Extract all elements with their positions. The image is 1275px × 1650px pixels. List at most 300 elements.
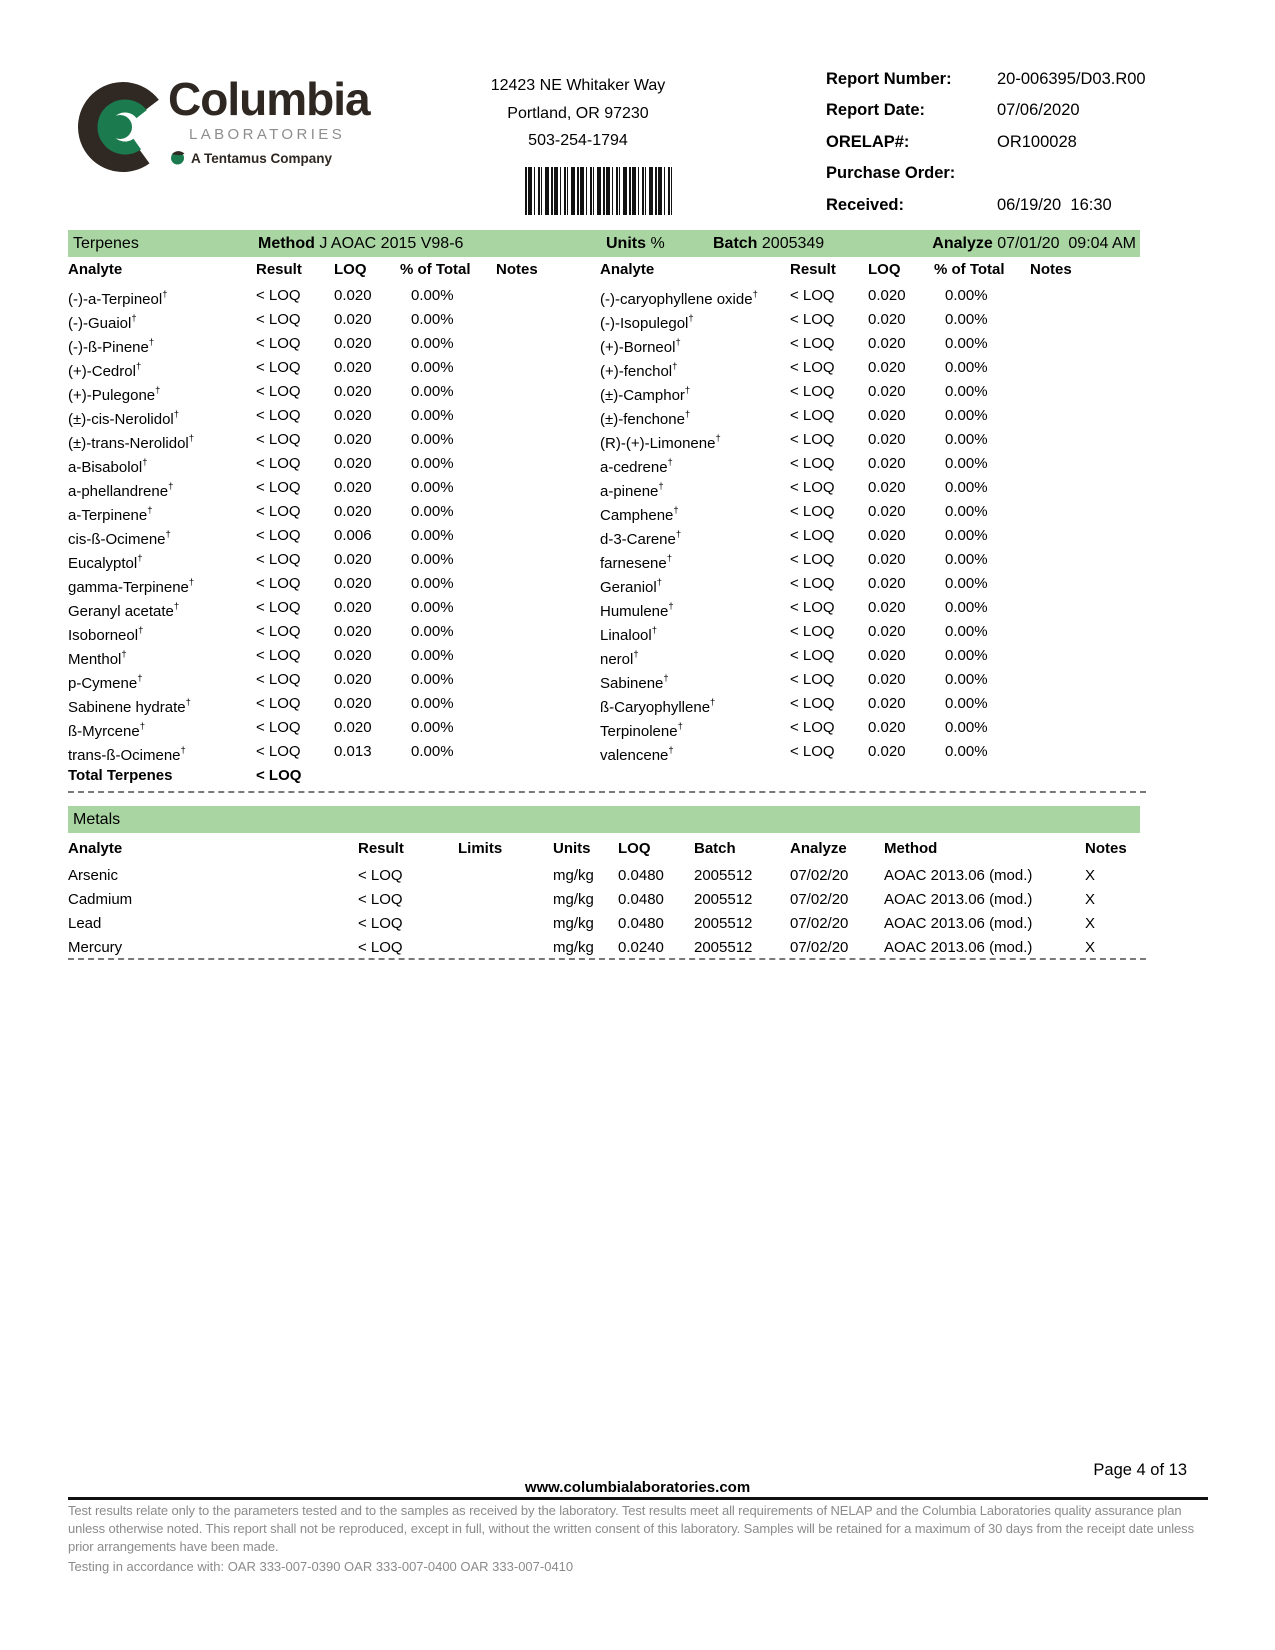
terpene-notes (1030, 428, 1090, 452)
terpene-pct: 0.00% (411, 503, 454, 520)
terpene-analyte: Sabinene† (600, 673, 669, 692)
total-terpenes-label: Total Terpenes (68, 767, 173, 784)
terpene-notes (496, 332, 556, 356)
metal-analyze: 07/02/20 (790, 867, 849, 884)
metal-units: mg/kg (553, 915, 594, 932)
report-field-value: 06/19/20 16:30 (997, 195, 1112, 214)
logo-tagline-text: A Tentamus Company (191, 151, 333, 166)
terpene-analyte: p-Cymene† (68, 673, 143, 692)
col-analyte: Analyte (68, 261, 123, 278)
metal-batch: 2005512 (694, 915, 753, 932)
terpene-analyte: Eucalyptol† (68, 553, 143, 572)
terpene-loq: 0.020 (868, 575, 906, 592)
report-info-row (826, 196, 1166, 227)
metal-units: mg/kg (553, 891, 594, 908)
terpene-result: < LOQ (256, 743, 301, 760)
metal-method: AOAC 2013.06 (mod.) (884, 867, 1033, 884)
report-field-label: Report Date: (826, 101, 926, 120)
terpene-result: < LOQ (790, 359, 835, 376)
terpene-pct: 0.00% (411, 383, 454, 400)
terpene-pct: 0.00% (945, 407, 988, 424)
terpene-loq: 0.020 (334, 695, 372, 712)
terpene-loq: 0.020 (868, 311, 906, 328)
terpene-loq: 0.020 (334, 359, 372, 376)
report-field-label: Report Number: (826, 70, 952, 88)
terpene-result: < LOQ (790, 671, 835, 688)
terpene-notes (1030, 356, 1090, 380)
terpene-pct: 0.00% (411, 335, 454, 352)
terpene-result: < LOQ (790, 647, 835, 664)
terpene-result: < LOQ (790, 623, 835, 640)
terpene-analyte: Menthol† (68, 649, 127, 668)
terpene-analyte: a-Terpinene† (68, 505, 153, 524)
terpene-analyte: gamma-Terpinene† (68, 577, 195, 596)
terpene-result: < LOQ (790, 527, 835, 544)
report-field-value: OR100028 (997, 132, 1077, 151)
terpene-notes (496, 740, 556, 764)
terpene-result: < LOQ (256, 479, 301, 496)
metal-analyte: Lead (68, 915, 102, 932)
terpene-analyte: ß-Myrcene† (68, 721, 145, 740)
terpene-pct: 0.00% (945, 527, 988, 544)
terpene-pct: 0.00% (945, 503, 988, 520)
terpene-loq: 0.020 (334, 431, 372, 448)
terpene-pct: 0.00% (411, 551, 454, 568)
terpene-pct: 0.00% (411, 671, 454, 688)
terpene-notes (1030, 452, 1090, 476)
terpene-notes (496, 596, 556, 620)
terpene-result: < LOQ (256, 287, 301, 304)
terpene-notes (1030, 476, 1090, 500)
terpene-pct: 0.00% (411, 431, 454, 448)
terpenes-right-table (600, 284, 1090, 764)
terpene-analyte: (±)-fenchone† (600, 409, 691, 428)
terpene-analyte: (-)-Isopulegol† (600, 313, 694, 332)
metal-notes: X (1085, 939, 1096, 956)
terpenes-section-bar (68, 230, 1140, 257)
terpene-analyte: Linalool† (600, 625, 658, 644)
terpenes-method: Method J AOAC 2015 V98-6 (258, 235, 464, 252)
disclaimer-text: Test results relate only to the parameters tested and to the samples as received by the laboratory. Test results meet all requirements of NELAP and the Columbia Laboratories quality assurance plan unless otherwise noted. This report shall not be reproduced, except in full, without the written consent of this laboratory. Samples will be retained for a maximum of 30 days from the receipt date unless prior arrangements have been made. (68, 1503, 1194, 1554)
terpene-notes (496, 452, 556, 476)
terpene-loq: 0.020 (334, 575, 372, 592)
metals-section-bar (68, 806, 1140, 833)
terpene-pct: 0.00% (945, 383, 988, 400)
terpene-loq: 0.020 (868, 671, 906, 688)
terpene-result: < LOQ (256, 575, 301, 592)
metal-analyte: Mercury (68, 939, 123, 956)
metal-limits (458, 936, 553, 960)
terpene-analyte: Humulene† (600, 601, 674, 620)
terpene-analyte: (R)-(+)-Limonene† (600, 433, 721, 452)
metal-method: AOAC 2013.06 (mod.) (884, 891, 1033, 908)
terpenes-left-table (68, 284, 556, 764)
terpene-analyte: cis-ß-Ocimene† (68, 529, 171, 548)
terpene-result: < LOQ (256, 647, 301, 664)
terpene-pct: 0.00% (945, 431, 988, 448)
terpene-loq: 0.020 (868, 383, 906, 400)
terpene-loq: 0.020 (334, 311, 372, 328)
metals-header (68, 836, 1146, 862)
terpene-result: < LOQ (256, 431, 301, 448)
terpene-analyte: a-Bisabolol† (68, 457, 148, 476)
address-phone: 503-254-1794 (528, 132, 628, 149)
metal-notes: X (1085, 867, 1096, 884)
metal-notes: X (1085, 891, 1096, 908)
terpene-analyte: d-3-Carene† (600, 529, 682, 548)
terpene-analyte: (+)-Pulegone† (68, 385, 161, 404)
terpene-analyte: Geranyl acetate† (68, 601, 180, 620)
footer-rule (68, 1497, 1208, 1500)
metal-loq: 0.0480 (618, 915, 664, 932)
col-analyze: Analyze (790, 840, 847, 857)
terpene-loq: 0.020 (868, 599, 906, 616)
terpene-notes (1030, 524, 1090, 548)
metal-result: < LOQ (358, 915, 403, 932)
address-line2: Portland, OR 97230 (507, 104, 649, 122)
terpene-analyte: a-pinene† (600, 481, 664, 500)
address-line1: 12423 NE Whitaker Way (490, 77, 666, 94)
col-units: Units (553, 840, 591, 857)
metals-section-title: Metals (73, 811, 121, 828)
tentamus-icon (170, 149, 186, 168)
terpene-loq: 0.020 (334, 503, 372, 520)
terpene-result: < LOQ (256, 695, 301, 712)
terpene-loq: 0.020 (334, 623, 372, 640)
terpene-loq: 0.020 (868, 407, 906, 424)
terpene-loq: 0.020 (334, 479, 372, 496)
terpene-pct: 0.00% (945, 479, 988, 496)
terpene-loq: 0.020 (868, 527, 906, 544)
col-analyte: Analyte (68, 840, 123, 857)
report-field-value: 20-006395/D03.R00 (997, 70, 1146, 88)
terpene-loq: 0.020 (868, 431, 906, 448)
terpene-notes (496, 308, 556, 332)
terpene-pct: 0.00% (411, 455, 454, 472)
metal-units: mg/kg (553, 867, 594, 884)
terpene-result: < LOQ (790, 335, 835, 352)
terpene-loq: 0.020 (334, 335, 372, 352)
terpene-result: < LOQ (256, 407, 301, 424)
terpene-analyte: (-)-caryophyllene oxide† (600, 289, 758, 308)
terpenes-section-title: Terpenes (73, 235, 139, 252)
terpene-pct: 0.00% (411, 527, 454, 544)
metal-limits (458, 912, 553, 936)
terpene-result: < LOQ (790, 311, 835, 328)
terpene-pct: 0.00% (945, 695, 988, 712)
terpene-result: < LOQ (256, 359, 301, 376)
terpene-pct: 0.00% (411, 695, 454, 712)
terpene-loq: 0.020 (334, 671, 372, 688)
metal-method: AOAC 2013.06 (mod.) (884, 939, 1033, 956)
terpene-result: < LOQ (790, 575, 835, 592)
terpene-notes (1030, 596, 1090, 620)
terpene-loq: 0.013 (334, 743, 372, 760)
accordance-text: Testing in accordance with: OAR 333-007-0390 OAR 333-007-0400 OAR 333-007-0410 (68, 1559, 574, 1574)
terpene-pct: 0.00% (945, 311, 988, 328)
col-result: Result (790, 261, 836, 278)
terpene-result: < LOQ (790, 455, 835, 472)
terpene-loq: 0.006 (334, 527, 372, 544)
terpene-loq: 0.020 (868, 359, 906, 376)
terpene-notes (496, 668, 556, 692)
terpene-analyte: Geraniol† (600, 577, 662, 596)
metal-batch: 2005512 (694, 939, 753, 956)
col-method: Method (884, 840, 938, 857)
terpene-notes (1030, 380, 1090, 404)
section-divider (68, 791, 1146, 793)
terpene-analyte: nerol† (600, 649, 639, 668)
terpene-pct: 0.00% (945, 647, 988, 664)
terpenes-analyze: Analyze 07/01/20 09:04 AM (932, 235, 1136, 252)
terpene-analyte: a-cedrene† (600, 457, 673, 476)
terpene-analyte: farnesene† (600, 553, 673, 572)
terpene-analyte: trans-ß-Ocimene† (68, 745, 186, 764)
terpene-notes (1030, 500, 1090, 524)
terpene-result: < LOQ (256, 599, 301, 616)
metal-loq: 0.0240 (618, 939, 664, 956)
terpene-loq: 0.020 (868, 623, 906, 640)
terpene-pct: 0.00% (945, 359, 988, 376)
terpene-pct: 0.00% (945, 599, 988, 616)
terpene-notes (496, 428, 556, 452)
terpene-notes (496, 572, 556, 596)
terpene-pct: 0.00% (945, 671, 988, 688)
metal-loq: 0.0480 (618, 891, 664, 908)
terpene-notes (496, 356, 556, 380)
metal-loq: 0.0480 (618, 867, 664, 884)
col-batch: Batch (694, 840, 736, 857)
terpene-analyte: (-)-ß-Pinene† (68, 337, 155, 356)
terpene-pct: 0.00% (411, 743, 454, 760)
lab-address (453, 72, 703, 155)
terpene-notes (1030, 644, 1090, 668)
logo-subtitle: LABORATORIES (189, 126, 346, 143)
terpene-notes (496, 620, 556, 644)
website-url: www.columbialaboratories.com (524, 1479, 751, 1496)
metal-units: mg/kg (553, 939, 594, 956)
terpene-result: < LOQ (790, 695, 835, 712)
terpene-analyte: Sabinene hydrate† (68, 697, 191, 716)
terpene-result: < LOQ (790, 719, 835, 736)
terpene-pct: 0.00% (945, 335, 988, 352)
col-loq: LOQ (868, 261, 901, 278)
terpene-result: < LOQ (790, 599, 835, 616)
terpene-notes (1030, 668, 1090, 692)
terpene-result: < LOQ (256, 455, 301, 472)
terpene-loq: 0.020 (868, 551, 906, 568)
terpene-loq: 0.020 (868, 719, 906, 736)
terpene-loq: 0.020 (868, 287, 906, 304)
terpene-notes (496, 548, 556, 572)
metal-analyte: Cadmium (68, 891, 133, 908)
terpene-analyte: (-)-a-Terpineol† (68, 289, 168, 308)
col-result: Result (358, 840, 404, 857)
terpene-result: < LOQ (256, 719, 301, 736)
terpene-loq: 0.020 (334, 551, 372, 568)
metals-table (68, 864, 1146, 960)
terpene-result: < LOQ (256, 311, 301, 328)
col-loq: LOQ (334, 261, 367, 278)
terpene-loq: 0.020 (868, 695, 906, 712)
terpene-analyte: Terpinolene† (600, 721, 683, 740)
terpene-notes (1030, 308, 1090, 332)
terpene-notes (496, 692, 556, 716)
report-info-row (826, 164, 1166, 195)
terpene-loq: 0.020 (334, 383, 372, 400)
terpene-pct: 0.00% (945, 719, 988, 736)
terpene-result: < LOQ (790, 287, 835, 304)
total-terpenes-result: < LOQ (256, 767, 302, 784)
metal-analyte: Arsenic (68, 867, 119, 884)
terpene-result: < LOQ (256, 551, 301, 568)
terpene-notes (496, 500, 556, 524)
terpene-pct: 0.00% (411, 647, 454, 664)
terpene-result: < LOQ (256, 383, 301, 400)
terpene-notes (496, 404, 556, 428)
terpene-analyte: (±)-cis-Nerolidol† (68, 409, 180, 428)
metal-analyze: 07/02/20 (790, 939, 849, 956)
terpene-notes (496, 476, 556, 500)
report-info-row (826, 133, 1166, 164)
terpene-analyte: Camphene† (600, 505, 679, 524)
terpene-notes (1030, 284, 1090, 308)
terpene-pct: 0.00% (411, 575, 454, 592)
terpene-pct: 0.00% (945, 743, 988, 760)
terpene-loq: 0.020 (334, 719, 372, 736)
terpene-loq: 0.020 (868, 743, 906, 760)
terpene-result: < LOQ (790, 551, 835, 568)
metal-result: < LOQ (358, 939, 403, 956)
terpene-pct: 0.00% (411, 719, 454, 736)
terpene-result: < LOQ (790, 383, 835, 400)
barcode (525, 167, 672, 215)
terpene-pct: 0.00% (945, 623, 988, 640)
terpene-analyte: (+)-Cedrol† (68, 361, 142, 380)
terpenes-left-header (68, 257, 556, 283)
terpenes-total-row (68, 764, 556, 788)
col-loq: LOQ (618, 840, 651, 857)
terpene-result: < LOQ (790, 503, 835, 520)
terpene-notes (496, 380, 556, 404)
terpene-pct: 0.00% (411, 287, 454, 304)
terpene-loq: 0.020 (334, 647, 372, 664)
terpene-pct: 0.00% (945, 455, 988, 472)
terpene-result: < LOQ (790, 743, 835, 760)
col-notes: Notes (1030, 261, 1072, 278)
report-field-label: Received: (826, 195, 904, 214)
terpene-pct: 0.00% (411, 479, 454, 496)
terpene-analyte: (±)-Camphor† (600, 385, 691, 404)
col-pct: % of Total (400, 261, 471, 278)
terpene-notes (1030, 332, 1090, 356)
col-limits: Limits (458, 840, 503, 857)
logo-wordmark: Columbia (168, 73, 370, 125)
report-field-value: 07/06/2020 (997, 101, 1080, 120)
terpene-result: < LOQ (790, 479, 835, 496)
section-divider (68, 958, 1146, 960)
terpene-loq: 0.020 (868, 647, 906, 664)
logo-tagline (170, 149, 332, 168)
terpene-pct: 0.00% (411, 407, 454, 424)
report-info (826, 70, 1166, 227)
report-info-row (826, 70, 1166, 101)
terpene-notes (1030, 620, 1090, 644)
terpene-loq: 0.020 (868, 455, 906, 472)
metal-limits (458, 888, 553, 912)
metal-result: < LOQ (358, 867, 403, 884)
terpene-loq: 0.020 (334, 407, 372, 424)
metal-analyze: 07/02/20 (790, 915, 849, 932)
terpene-pct: 0.00% (945, 575, 988, 592)
page-number: Page 4 of 13 (1093, 1461, 1187, 1479)
metal-batch: 2005512 (694, 891, 753, 908)
col-analyte: Analyte (600, 261, 655, 278)
terpene-pct: 0.00% (945, 287, 988, 304)
report-info-row (826, 101, 1166, 132)
terpene-pct: 0.00% (411, 599, 454, 616)
terpene-pct: 0.00% (411, 359, 454, 376)
terpene-analyte: (±)-trans-Nerolidol† (68, 433, 195, 452)
terpene-loq: 0.020 (334, 455, 372, 472)
metal-analyze: 07/02/20 (790, 891, 849, 908)
terpene-loq: 0.020 (334, 599, 372, 616)
terpene-notes (496, 716, 556, 740)
metal-limits (458, 864, 553, 888)
terpene-notes (1030, 572, 1090, 596)
terpenes-batch: Batch 2005349 (713, 235, 825, 252)
terpene-notes (1030, 740, 1090, 764)
metal-notes: X (1085, 915, 1096, 932)
terpene-result: < LOQ (790, 407, 835, 424)
terpene-loq: 0.020 (334, 287, 372, 304)
terpene-pct: 0.00% (411, 311, 454, 328)
terpene-pct: 0.00% (945, 551, 988, 568)
terpene-result: < LOQ (790, 431, 835, 448)
terpene-loq: 0.020 (868, 335, 906, 352)
terpene-result: < LOQ (256, 527, 301, 544)
terpene-notes (496, 524, 556, 548)
terpene-result: < LOQ (256, 503, 301, 520)
terpene-analyte: a-phellandrene† (68, 481, 174, 500)
terpene-notes (496, 284, 556, 308)
terpene-notes (1030, 548, 1090, 572)
terpene-analyte: (+)-Borneol† (600, 337, 681, 356)
col-pct: % of Total (934, 261, 1005, 278)
columbia-labs-logo-icon (78, 74, 168, 183)
terpene-pct: 0.00% (411, 623, 454, 640)
col-notes: Notes (496, 261, 538, 278)
terpene-loq: 0.020 (868, 503, 906, 520)
terpene-loq: 0.020 (868, 479, 906, 496)
terpene-analyte: (-)-Guaiol† (68, 313, 137, 332)
metal-method: AOAC 2013.06 (mod.) (884, 915, 1033, 932)
terpenes-units: Units % (606, 235, 665, 252)
metal-batch: 2005512 (694, 867, 753, 884)
col-notes: Notes (1085, 840, 1127, 857)
terpene-analyte: ß-Caryophyllene† (600, 697, 716, 716)
col-result: Result (256, 261, 302, 278)
terpenes-right-header (600, 257, 1090, 283)
report-field-label: ORELAP#: (826, 132, 910, 151)
terpene-analyte: (+)-fenchol† (600, 361, 678, 380)
terpene-notes (1030, 692, 1090, 716)
terpene-notes (1030, 404, 1090, 428)
terpene-result: < LOQ (256, 671, 301, 688)
terpene-result: < LOQ (256, 623, 301, 640)
metal-result: < LOQ (358, 891, 403, 908)
terpene-result: < LOQ (256, 335, 301, 352)
